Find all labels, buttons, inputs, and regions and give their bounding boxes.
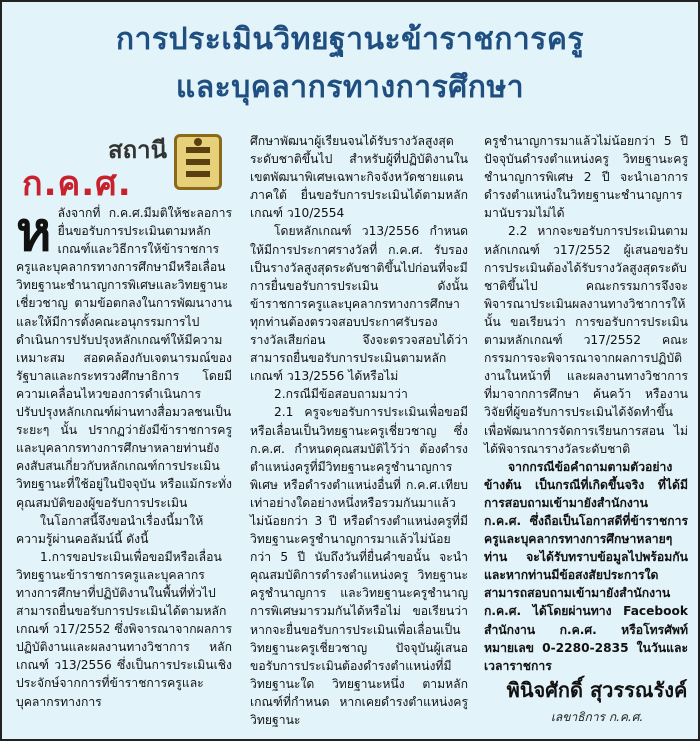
paragraph: ศึกษาพัฒนาผู้เรียนจนได้รับรางวัลสูงสุดระดับชาติขึ้นไป สำหรับผู้ที่ปฏิบัติงานในเขตพัฒนาพิเศษเฉพาะกิจจังหวัดชายแดนภาคใต้ ยื่นขอรับการประเมินได้ตามหลักเกณฑ์ ว10/2554 [250,134,468,221]
paragraph: 2.กรณีมีข้อสอบถามมาว่า [274,387,408,402]
title-line-1: การประเมินวิทยฐานะข้าราชการครู [115,22,585,57]
closing-note: จากกรณีข้อคำถามตามตัวอย่างข้างต้น เป็นกรณีที่เกิดขึ้นจริง ที่ได้มีการสอบถามเข้ามายังสำนักงาน ก.ค.ศ. ซึ่งถือเป็นโอกาสดีที่ข้าราชการครูและบุคลากรทางการศึกษาหลายๆ ท่าน จะได้รับทราบข้อมูลไปพร้อมกัน และหากท่านมีข้อสงสัยประการใดสามารถสอบถามเข้ามายังสำนักงาน ก.ค.ศ. ได้โดยผ่านทาง Facebook สำนักงาน ก.ค.ศ. หรือโทรศัพท์หมายเลข 0-2280-2835 ในวันและเวลาราชการ [484,459,688,673]
article-column-2 [250,132,468,729]
article-column-3 [484,132,688,675]
paragraph: 2.2 หากจะขอรับการประเมินตามหลักเกณฑ์ ว17/2552 ผู้เสนอขอรับการประเมินต้องได้รับรางวัลสูงสุดระดับชาติขึ้นไป คณะกรรมการจึงจะพิจารณาประเมินผลงานทางวิชาการให้นั้น ขอเรียนว่า การขอรับการประเมินตามหลักเกณฑ์ ว17/2552 คณะกรรมการจะพิจารณาจากผลการปฏิบัติงานในหน้าที่ และผลงานทางวิชาการที่มาจากการศึกษา ค้นคว้า หรืองานวิจัยที่ผู้ขอรับการประเมินได้จัดทำขึ้นเพื่อพัฒนาการจัดการเรียนการสอน ไม่ได้พิจารณารางวัลระดับชาติ [484,224,688,456]
station-label: สถานี [108,136,168,164]
paragraph: ในโอกาสนี้จึงขอนำเรื่องนี้มาให้ความรู้ผ่านคอลัมน์นี้ ดังนี้ [16,513,204,546]
author-role: เลขาธิการ ก.ค.ศ. [550,710,644,724]
article-title [2,16,698,112]
paragraph: ครูชำนาญการมาแล้วไม่น้อยกว่า 5 ปี ปัจจุบันดำรงตำแหน่งครู วิทยฐานะครูชำนาญการพิเศษ 2 ปี จะนำเอาการดำรงตำแหน่งในวิทยฐานะชำนาญการมานับรวมไม่ได้ [484,134,688,221]
paragraph: โดยหลักเกณฑ์ ว13/2556 กำหนดให้มีการประกาศรางวัลที่ ก.ค.ศ. รับรองเป็นรางวัลสูงสุดระดับชาติขึ้นไปก่อนที่จะมีการยื่นขอรับการประเมิน ดังนั้น ข้าราชการครูและบุคลากรทางการศึกษาทุกท่านต้องตรวจสอบประกาศรับรองรางวัลเสียก่อน จึงจะตรวจสอบได้ว่าสามารถยื่นขอรับการประเมินตามหลักเกณฑ์ ว13/2556 ได้หรือไม่ [250,224,468,384]
paragraph: 1.การขอประเมินเพื่อขอมีหรือเลื่อนวิทยฐานะข้าราชการครูและบุคลากรทางการศึกษาที่ปฏิบัติงานในพื้นที่ทั่วไป สามารถยื่นขอรับการประเมินได้ตามหลักเกณฑ์ ว17/2552 ซึ่งพิจารณาจากผลการปฏิบัติงานและผลงานทางวิชาการ หลักเกณฑ์ ว13/2556 ซึ่งเป็นการประเมินเชิงประจักษ์จากการที่ข้าราชการครูและบุคลากรทางการ [16,549,232,709]
paragraph: 2.1 ครูจะขอรับการประเมินเพื่อขอมีหรือเลื่อนเป็นวิทยฐานะครูเชี่ยวชาญ ซึ่ง ก.ค.ศ. กำหนดคุณสมบัติไว้ว่า ต้องดำรงตำแหน่งครูที่มีวิทยฐานะครูชำนาญการพิเศษ หรือดำรงตำแหน่งอื่นที่ ก.ค.ศ.เทียบเท่าอย่างใดอย่างหนึ่งหรือรวมกันมาแล้วไม่น้อยกว่า 3 ปี หรือดำรงตำแหน่งครูที่มีวิทยฐานะครูชำนาญการมาแล้วไม่น้อยกว่า 5 ปี นับถึงวันที่ยื่นคำขอนั้น จะนำคุณสมบัติการดำรงตำแหน่งครู วิทยฐานะครูชำนาญการ และวิทยฐานะครูชำนาญการพิเศษมารวมกันได้หรือไม่ ขอเรียนว่า หากจะยื่นขอรับการประเมินเพื่อเลื่อนเป็นวิทยฐานะครูเชี่ยวชาญ ปัจจุบันผู้เสนอขอรับการประเมินต้องดำรงตำแหน่งที่มีวิทยฐานะใด วิทยฐานะหนึ่ง ตามหลักเกณฑ์ที่กำหนด หากเคยดำรงตำแหน่งครู วิทยฐานะ [250,405,468,727]
author-name: พินิจศักดิ์ สุวรรณรังค์ [506,678,688,702]
paragraph: ลังจากที่ ก.ค.ศ.มีมติให้ชะลอการยื่นขอรับการประเมินตามหลักเกณฑ์และวิธีการให้ข้าราชการครูและบุคลากรทางการศึกษามีหรือเลื่อนวิทยฐานะชำนาญการพิเศษและวิทยฐานะเชี่ยวชาญ ตามข้อตกลงในการพัฒนางาน และให้มีการตั้งคณะอนุกรรมการไปดำเนินการปรับปรุงหลักเกณฑ์ให้มีความเหมาะสม สอดคล้องกับเจตนารมณ์ของรัฐบาลและกระทรวงศึกษาธิการ โดยมีความเคลื่อนไหวของการดำเนินการปรับปรุงหลักเกณฑ์ผ่านทางสื่อมวลชนเป็นระยะๆ นั้น ปรากฏว่ายังมีข้าราชการครูและบุคลากรทางการศึกษาหลายท่านยังคงสับสนเกี่ยวกับหลักเกณฑ์การประเมินวิทยฐานะที่ใช้อยู่ในปัจจุบัน หรือแม้กระทั่งคุณสมบัติของผู้ขอรับการประเมิน [16,206,232,510]
article-column-1 [16,200,232,711]
title-line-2: และบุคลากรทางการศึกษา [175,70,525,105]
signature-block [502,674,692,727]
station-name: ก.ค.ศ. [22,164,132,204]
column-header [16,126,226,204]
ksk-logo-icon [174,134,222,190]
drop-cap: ห [16,200,52,263]
